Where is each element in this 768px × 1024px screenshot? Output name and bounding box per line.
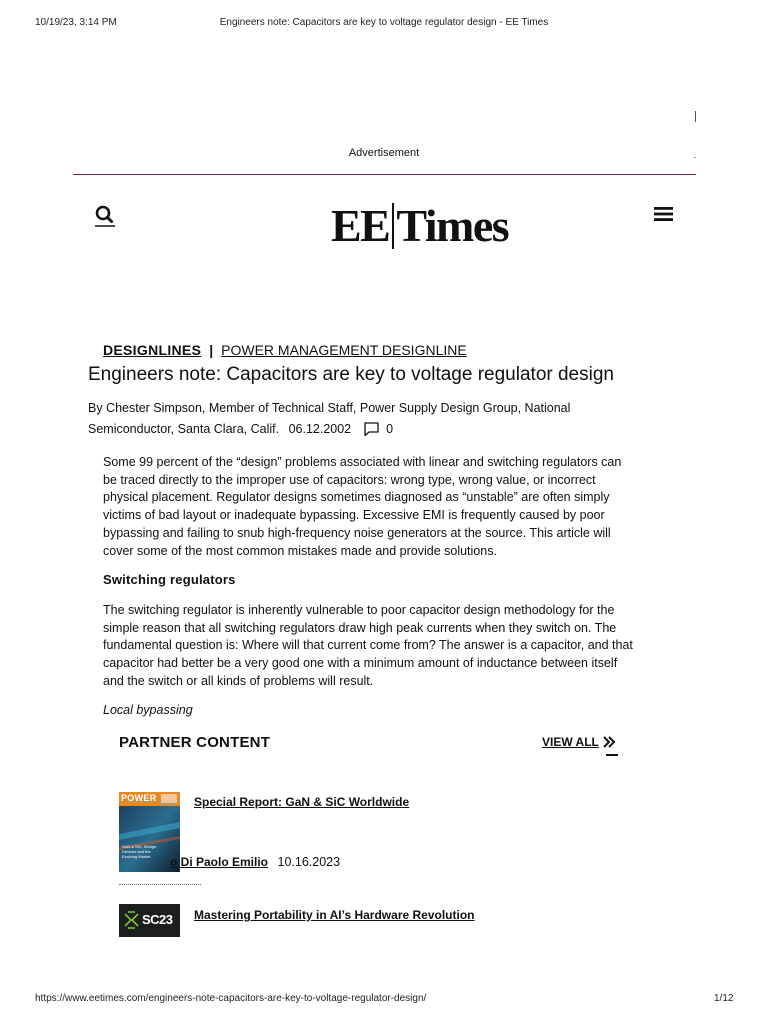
byline-line-2 — [88, 419, 648, 443]
partner-item-divider — [119, 884, 201, 885]
comment-icon[interactable] — [364, 422, 379, 443]
print-url: https://www.eetimes.com/engineers-note-capacitors-are-key-to-voltage-regulator-design/ — [35, 993, 427, 1004]
thumb-caption: GaN & SiC: Design, Devices and the Evolving Market — [122, 844, 158, 859]
comment-count[interactable]: 0 — [386, 422, 394, 436]
breadcrumb-designlines-link[interactable]: DESIGNLINES — [103, 342, 202, 358]
thumb-power-text: POWER — [121, 793, 157, 803]
breadcrumb — [103, 342, 467, 358]
section-heading-switching-regulators: Switching regulators — [103, 572, 236, 587]
breadcrumb-power-management-link[interactable]: POWER MANAGEMENT DESIGNLINE — [221, 342, 467, 358]
hamburger-menu-icon[interactable] — [654, 206, 673, 222]
partner-item-1-meta — [170, 855, 340, 869]
partner-item-1-date: 10.16.2023 — [277, 855, 341, 869]
partner-item-2-thumbnail[interactable] — [119, 904, 180, 937]
view-all-link[interactable] — [542, 735, 616, 749]
article-paragraph-2: The switching regulator is inherently vulnerable to poor capacitor design methodology for the simple reason that all switching regulators draw high peak currents when they switch on. The fundamental question is: Where will that current come from? The answer is a capacitor, and that capacitor had better be a very good one with a minimum amount of inductance between itself and the switch or all kinds of problems will result. — [103, 603, 633, 688]
double-chevron-right-icon — [602, 735, 616, 749]
logo-times: Times — [396, 200, 509, 251]
ad-divider — [73, 174, 696, 175]
search-icon[interactable] — [95, 205, 115, 227]
article-paragraph-1: Some 99 percent of the “design” problems associated with linear and switching regulators can be traced directly to the improper use of capacitors: wrong type, wrong value, or incorrect physical placement. Regulator designs sometimes diagnosed as “unstable” are often simply victims of bad layout or inadequate bypassing. Excessive EMI is frequently caused by poor bypassing and failing to snub high-frequency noise generators at the source. This article will cover some of the most common mistakes made and provide solutions. — [103, 455, 622, 558]
byline-affiliation: Semiconductor, Santa Clara, Calif. — [88, 422, 280, 436]
article-byline — [88, 398, 648, 443]
partner-item-1-author-link[interactable]: o Di Paolo Emilio — [170, 855, 269, 869]
breadcrumb-separator: | — [209, 342, 214, 358]
partner-item-1-title[interactable]: Special Report: GaN & SiC Worldwide — [194, 795, 410, 809]
print-page-number: 1/12 — [714, 993, 734, 1004]
article-title: Engineers note: Capacitors are key to voltage regulator design — [88, 364, 614, 385]
print-datetime: 10/19/23, 3:14 PM — [35, 17, 117, 28]
partner-content-heading: PARTNER CONTENT — [119, 734, 271, 751]
article-date: 06.12.2002 — [288, 422, 352, 436]
thumb-sc23-text: SC23 — [142, 912, 173, 927]
eetimes-logo[interactable] — [331, 200, 551, 252]
view-all-label: VIEW ALL — [542, 735, 599, 749]
byline-line-1: By Chester Simpson, Member of Technical Staff, Power Supply Design Group, National — [88, 401, 571, 415]
partner-item-2-title[interactable]: Mastering Portability in AI’s Hardware Revolution — [194, 908, 475, 922]
view-all-underline — [606, 754, 618, 756]
logo-ee: EE — [331, 200, 390, 251]
print-page-title: Engineers note: Capacitors are key to voltage regulator design - EE Times — [219, 17, 549, 28]
section-heading-local-bypassing: Local bypassing — [103, 703, 193, 717]
ad-frame-mark — [695, 111, 696, 122]
advertisement-label: Advertisement — [348, 147, 420, 159]
logo-divider — [392, 203, 394, 249]
